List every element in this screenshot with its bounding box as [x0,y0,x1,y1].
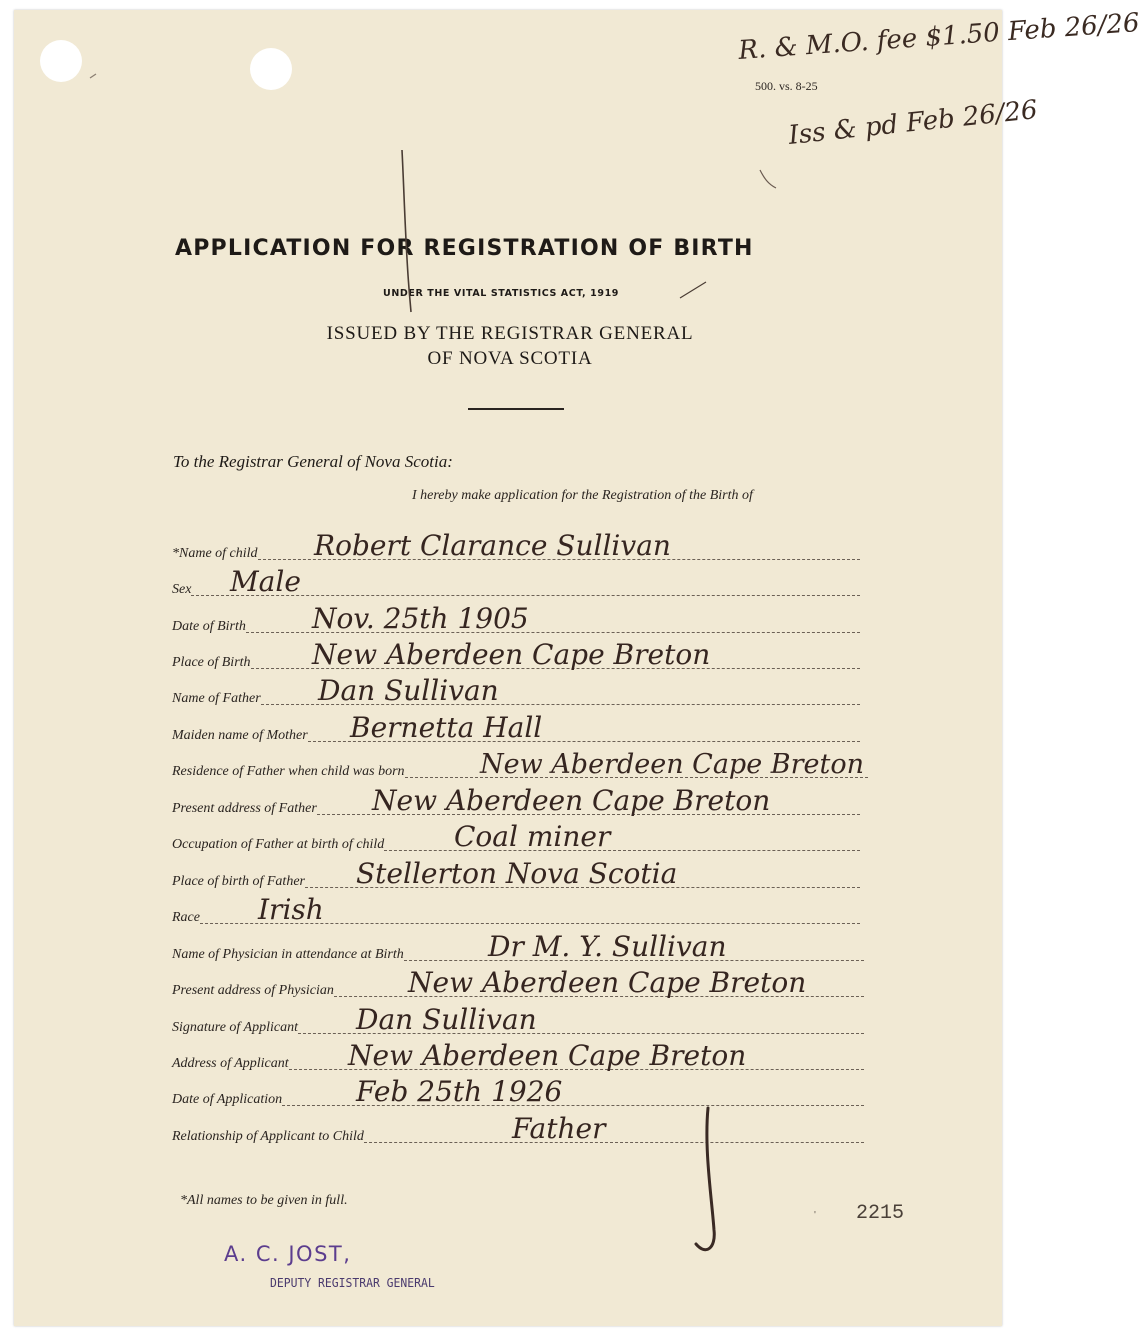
stamp-name: A. C. JOST, [224,1242,352,1266]
field-label: Place of birth of Father [172,874,305,889]
footnote: *All names to be given in full. [180,1193,348,1208]
form-number: 500. vs. 8-25 [755,79,818,93]
form-subtitle: UNDER THE VITAL STATISTICS ACT, 1919 [383,288,620,299]
field-label: Date of Application [172,1092,283,1107]
handwritten-fee-note: R. & M.O. fee $1.50 Feb 26/26 [737,8,1140,66]
field-value: New Aberdeen Cape Breton [480,749,864,780]
field-label: Present address of Father [172,801,317,816]
field-label: Date of Birth [172,619,246,634]
field-label: Sex [172,582,192,597]
check-mark [696,1108,714,1250]
field-label: Relationship of Applicant to Child [172,1129,364,1144]
field-label: Signature of Applicant [172,1020,298,1035]
field-value: Dan Sullivan [318,674,499,707]
field-value: Stellerton Nova Scotia [356,857,678,890]
field-label: Race [172,910,200,925]
field-label: Residence of Father when child was born [172,764,405,779]
issued-by-line-2: OF NOVA SCOTIA [427,348,593,369]
field-value: Dr M. Y. Sullivan [488,930,727,963]
field-value: New Aberdeen Cape Breton [372,784,771,817]
form-title: APPLICATION FOR REGISTRATION OF BIRTH [175,236,754,261]
field-value: Coal miner [454,820,611,853]
field-label: Address of Applicant [172,1056,289,1071]
field-label: Occupation of Father at birth of child [172,837,385,852]
pen-slash-mark [680,282,706,298]
serial-number: 2215 [856,1202,905,1225]
field-value: Dan Sullivan [356,1003,537,1036]
field-value: Nov. 25th 1905 [312,602,529,635]
field-value: New Aberdeen Cape Breton [408,966,807,999]
field-label: Present address of Physician [172,983,334,998]
field-label: *Name of child [172,546,258,561]
field-label: Name of Father [172,691,261,706]
field-label: Place of Birth [172,655,251,670]
field-label: Name of Physician in attendance at Birth [172,947,404,962]
field-value: Bernetta Hall [350,711,543,744]
stamp-title: DEPUTY REGISTRAR GENERAL [270,1276,435,1290]
pen-stroke-mark [402,150,411,312]
field-value: New Aberdeen Cape Breton [348,1039,747,1072]
field-value: Irish [258,893,324,926]
field-value: Robert Clarance Sullivan [314,529,671,562]
salutation: To the Registrar General of Nova Scotia: [173,452,453,471]
field-label: Maiden name of Mother [172,728,308,743]
field-value: New Aberdeen Cape Breton [312,638,711,671]
handwritten-issued-note: Iss & pd Feb 26/26 [787,95,1039,151]
field-value: Male [230,565,301,598]
field-value: Feb 25th 1926 [356,1075,563,1108]
ink-speck [90,74,96,78]
field-value: Father [512,1112,606,1145]
serial-tick-mark: ' [814,1210,816,1221]
intro-text: I hereby make application for the Registration of the Birth of [412,488,753,503]
pen-hook-mark [760,170,776,188]
issued-by-line-1: ISSUED BY THE REGISTRAR GENERAL [326,323,694,344]
